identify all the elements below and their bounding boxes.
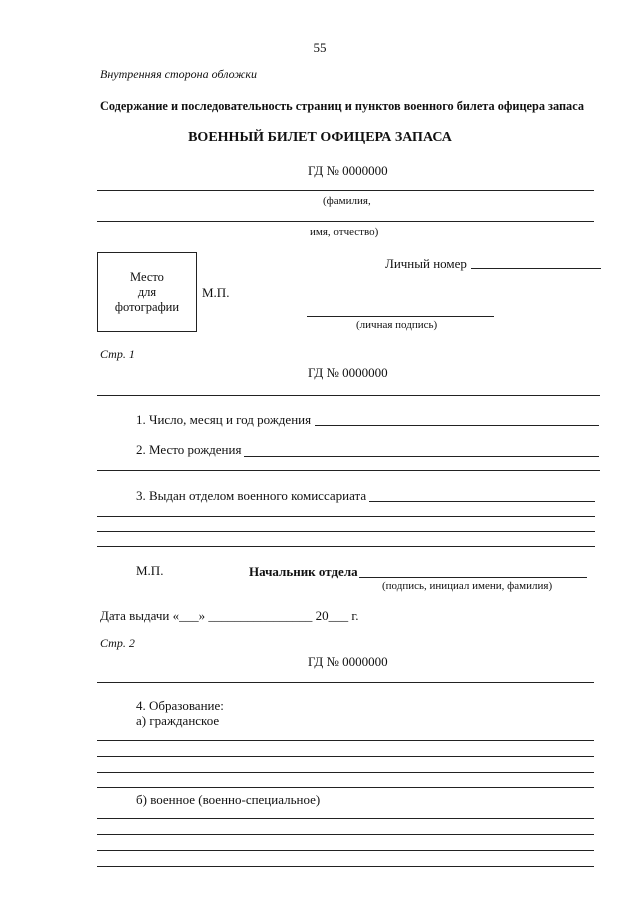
- department-chief-caption: (подпись, инициал имени, фамилия): [382, 580, 553, 592]
- cover-serial-number: ГД № 0000000: [308, 163, 388, 178]
- name-caption: имя, отчество): [310, 226, 379, 238]
- photo-label-line-3: фотографии: [114, 299, 180, 314]
- surname-caption: (фамилия,: [323, 195, 371, 207]
- page-1-top-line: [97, 395, 600, 396]
- military-education-line-3: [97, 850, 594, 851]
- issue-date-label: Дата выдачи «___» ________________ 20___ г.: [100, 608, 359, 623]
- photo-label-line-1: Место: [130, 269, 164, 284]
- civil-education-line-4: [97, 787, 594, 788]
- department-chief-signature-line: [359, 577, 587, 578]
- page-1-label: Стр. 1: [100, 347, 135, 361]
- page-2-top-line: [97, 682, 594, 683]
- civil-education-line-1: [97, 740, 594, 741]
- page-1-serial-number: ГД № 0000000: [308, 365, 388, 380]
- education-label: 4. Образование:: [136, 698, 224, 713]
- birth-place-line: [244, 456, 599, 457]
- photo-label-line-2: для: [137, 284, 157, 299]
- page-1-stamp-label: М.П.: [136, 563, 164, 578]
- issued-by-line-2: [97, 516, 595, 517]
- surname-line: [97, 190, 594, 191]
- civil-education-line-3: [97, 772, 594, 773]
- personal-signature-line: [307, 316, 494, 317]
- military-education-line-1: [97, 818, 594, 819]
- military-education-label: б) военное (военно-специальное): [136, 792, 321, 807]
- subtitle: Содержание и последовательность страниц и пунктов военного билета офицера запаса: [100, 99, 584, 113]
- military-education-line-2: [97, 834, 594, 835]
- issued-by-line-4: [97, 546, 595, 547]
- page-2-serial-number: ГД № 0000000: [308, 654, 388, 669]
- personal-number-label: Личный номер: [385, 256, 467, 271]
- personal-signature-caption: (личная подпись): [356, 319, 438, 331]
- header-note: Внутренняя сторона обложки: [100, 67, 258, 81]
- document-title: ВОЕННЫЙ БИЛЕТ ОФИЦЕРА ЗАПАСА: [188, 130, 452, 145]
- page-number: 55: [313, 40, 327, 55]
- page-2-label: Стр. 2: [100, 636, 135, 650]
- personal-number-line: [471, 268, 601, 269]
- birth-date-label: 1. Число, месяц и год рождения: [136, 412, 312, 427]
- civil-education-label: а) гражданское: [136, 713, 220, 728]
- birth-place-line-2: [97, 470, 600, 471]
- full-name-line: [97, 221, 594, 222]
- birth-date-line: [315, 425, 599, 426]
- photo-placeholder-box: [97, 252, 197, 332]
- civil-education-line-2: [97, 756, 594, 757]
- issued-by-label: 3. Выдан отделом военного комиссариата: [136, 488, 367, 503]
- issued-by-line: [369, 501, 595, 502]
- military-education-line-4: [97, 866, 594, 867]
- birth-place-label: 2. Место рождения: [136, 442, 242, 457]
- department-chief-label: Начальник отдела: [249, 564, 358, 579]
- cover-stamp-label: М.П.: [202, 285, 230, 300]
- issued-by-line-3: [97, 531, 595, 532]
